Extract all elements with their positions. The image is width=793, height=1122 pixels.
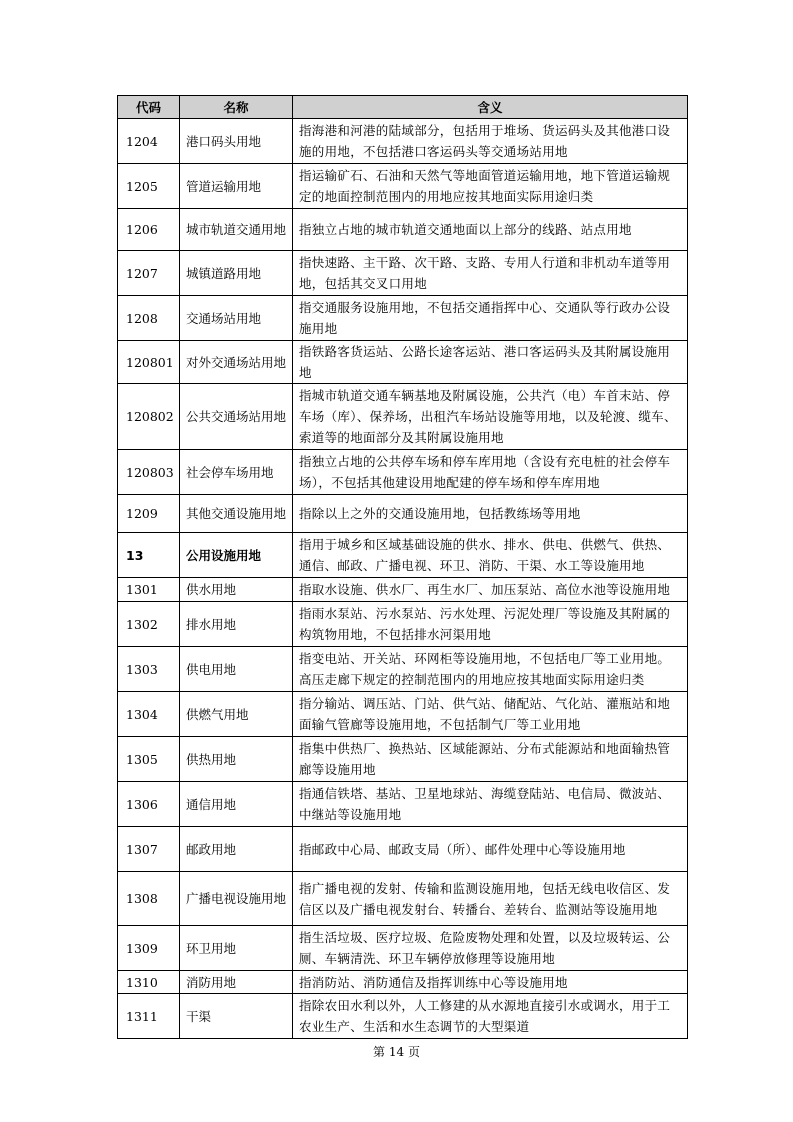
- meaning-cell: 指运输矿石、石油和天然气等地面管道运输用地，地下管道运输规定的地面控制范围内的用地应按其地面实际用途归类: [293, 164, 688, 209]
- name-cell: 公共交通场站用地: [180, 384, 293, 450]
- table-row: [118, 495, 688, 533]
- table-row: [118, 296, 688, 341]
- table-row: [118, 341, 688, 384]
- code-cell: 1311: [118, 994, 180, 1039]
- table-row: [118, 692, 688, 737]
- name-cell: 社会停车场用地: [180, 450, 293, 495]
- land-use-table: [117, 95, 688, 1039]
- code-cell: 1305: [118, 737, 180, 782]
- code-cell: 1204: [118, 119, 180, 164]
- code-cell: 1310: [118, 971, 180, 994]
- name-cell: 环卫用地: [180, 926, 293, 971]
- header-meaning: 含义: [293, 96, 688, 119]
- meaning-cell: 指除以上之外的交通设施用地，包括教练场等用地: [293, 495, 688, 533]
- code-cell: 1207: [118, 251, 180, 296]
- name-cell: 供燃气用地: [180, 692, 293, 737]
- name-cell: 通信用地: [180, 782, 293, 827]
- meaning-cell: 指消防站、消防通信及指挥训练中心等设施用地: [293, 971, 688, 994]
- meaning-cell: 指取水设施、供水厂、再生水厂、加压泵站、高位水池等设施用地: [293, 578, 688, 602]
- table-row: [118, 209, 688, 251]
- table-row: [118, 647, 688, 692]
- code-cell: 1209: [118, 495, 180, 533]
- meaning-cell: 指独立占地的公共停车场和停车库用地（含设有充电桩的社会停车场），不包括其他建设用地配建的停车场和停车库用地: [293, 450, 688, 495]
- table-row: [118, 782, 688, 827]
- code-cell: 13: [118, 533, 180, 578]
- name-cell: 对外交通场站用地: [180, 341, 293, 384]
- code-cell: 1303: [118, 647, 180, 692]
- name-cell: 广播电视设施用地: [180, 872, 293, 926]
- code-cell: 120803: [118, 450, 180, 495]
- header-name: 名称: [180, 96, 293, 119]
- meaning-cell: 指除农田水利以外，人工修建的从水源地直接引水或调水，用于工农业生产、生活和水生态调节的大型渠道: [293, 994, 688, 1039]
- code-cell: 1307: [118, 827, 180, 872]
- page-number: 第 14 页: [373, 1045, 420, 1059]
- table-header-row: [118, 96, 688, 119]
- name-cell: 城镇道路用地: [180, 251, 293, 296]
- meaning-cell: 指用于城乡和区域基础设施的供水、排水、供电、供燃气、供热、通信、邮政、广播电视、环卫、消防、干渠、水工等设施用地: [293, 533, 688, 578]
- name-cell: 交通场站用地: [180, 296, 293, 341]
- table-row: [118, 578, 688, 602]
- name-cell: 供热用地: [180, 737, 293, 782]
- table-row: [118, 164, 688, 209]
- meaning-cell: 指生活垃圾、医疗垃圾、危险废物处理和处置，以及垃圾转运、公厕、车辆清洗、环卫车辆停放修理等设施用地: [293, 926, 688, 971]
- code-cell: 120801: [118, 341, 180, 384]
- table-row: [118, 926, 688, 971]
- code-cell: 1208: [118, 296, 180, 341]
- name-cell: 公用设施用地: [180, 533, 293, 578]
- meaning-cell: 指邮政中心局、邮政支局（所）、邮件处理中心等设施用地: [293, 827, 688, 872]
- meaning-cell: 指集中供热厂、换热站、区域能源站、分布式能源站和地面输热管廊等设施用地: [293, 737, 688, 782]
- code-cell: 1205: [118, 164, 180, 209]
- meaning-cell: 指分输站、调压站、门站、供气站、储配站、气化站、灌瓶站和地面输气管廊等设施用地，不包括制气厂等工业用地: [293, 692, 688, 737]
- meaning-cell: 指城市轨道交通车辆基地及附属设施，公共汽（电）车首末站、停车场（库）、保养场，出租汽车场站设施等用地，以及轮渡、缆车、索道等的地面部分及其附属设施用地: [293, 384, 688, 450]
- code-cell: 1304: [118, 692, 180, 737]
- table-row: [118, 251, 688, 296]
- meaning-cell: 指快速路、主干路、次干路、支路、专用人行道和非机动车道等用地，包括其交叉口用地: [293, 251, 688, 296]
- code-cell: 1301: [118, 578, 180, 602]
- table-row: [118, 533, 688, 578]
- table-row: [118, 971, 688, 994]
- table-row: [118, 827, 688, 872]
- meaning-cell: 指雨水泵站、污水泵站、污水处理、污泥处理厂等设施及其附属的构筑物用地，不包括排水河渠用地: [293, 602, 688, 647]
- table-row: [118, 994, 688, 1039]
- name-cell: 供水用地: [180, 578, 293, 602]
- table-row: [118, 737, 688, 782]
- table-row: [118, 119, 688, 164]
- name-cell: 消防用地: [180, 971, 293, 994]
- meaning-cell: 指广播电视的发射、传输和监测设施用地，包括无线电收信区、发信区以及广播电视发射台、转播台、差转台、监测站等设施用地: [293, 872, 688, 926]
- name-cell: 供电用地: [180, 647, 293, 692]
- name-cell: 邮政用地: [180, 827, 293, 872]
- code-cell: 1306: [118, 782, 180, 827]
- name-cell: 排水用地: [180, 602, 293, 647]
- table-row: [118, 450, 688, 495]
- meaning-cell: 指通信铁塔、基站、卫星地球站、海缆登陆站、电信局、微波站、中继站等设施用地: [293, 782, 688, 827]
- name-cell: 管道运输用地: [180, 164, 293, 209]
- meaning-cell: 指海港和河港的陆域部分，包括用于堆场、货运码头及其他港口设施的用地，不包括港口客运码头等交通场站用地: [293, 119, 688, 164]
- meaning-cell: 指交通服务设施用地，不包括交通指挥中心、交通队等行政办公设施用地: [293, 296, 688, 341]
- table-row: [118, 602, 688, 647]
- meaning-cell: 指铁路客货运站、公路长途客运站、港口客运码头及其附属设施用地: [293, 341, 688, 384]
- name-cell: 干渠: [180, 994, 293, 1039]
- code-cell: 1302: [118, 602, 180, 647]
- code-cell: 1206: [118, 209, 180, 251]
- name-cell: 港口码头用地: [180, 119, 293, 164]
- meaning-cell: 指独立占地的城市轨道交通地面以上部分的线路、站点用地: [293, 209, 688, 251]
- table-row: [118, 384, 688, 450]
- header-code: 代码: [118, 96, 180, 119]
- meaning-cell: 指变电站、开关站、环网柜等设施用地，不包括电厂等工业用地。高压走廊下规定的控制范围内的用地应按其地面实际用途归类: [293, 647, 688, 692]
- code-cell: 1308: [118, 872, 180, 926]
- table-body: [118, 119, 688, 1039]
- name-cell: 其他交通设施用地: [180, 495, 293, 533]
- table-row: [118, 872, 688, 926]
- name-cell: 城市轨道交通用地: [180, 209, 293, 251]
- code-cell: 120802: [118, 384, 180, 450]
- code-cell: 1309: [118, 926, 180, 971]
